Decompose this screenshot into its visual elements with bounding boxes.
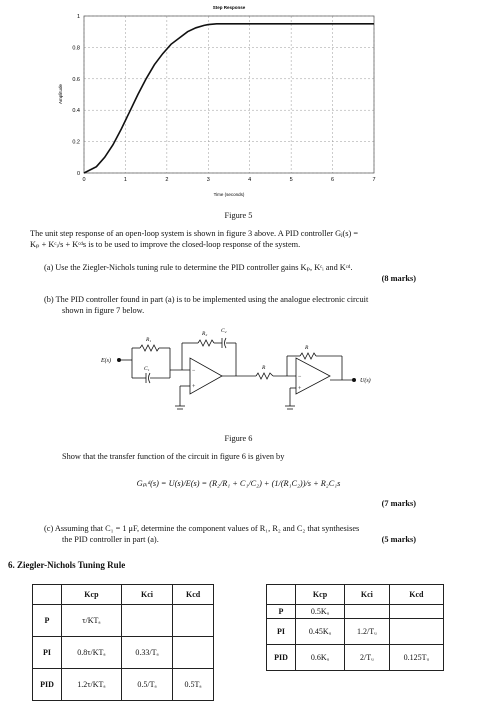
intro-line-1: The unit step response of an open-loop system is shown in figure 3 above. A PID controller Gⱼ(s) =	[30, 229, 359, 238]
t1-r0-c0: P	[33, 605, 62, 637]
x-tick-label: 1	[123, 177, 127, 183]
label-r1: R₁	[146, 337, 152, 343]
tuning-table-ultimate	[266, 584, 444, 671]
part-c-marks: (5 marks)	[381, 535, 416, 544]
t1-r1-c3	[173, 637, 214, 669]
part-c-line-1: (c) Assuming that C₁ = 1 μF, determine the component values of R₁, R₂ and C₂ that synthesises	[44, 524, 360, 533]
t2-r0-c2	[345, 605, 390, 619]
show-text: Show that the transfer function of the circuit in figure 6 is given by	[62, 452, 285, 461]
circuit-input-label: E(s)	[101, 358, 111, 364]
x-tick-label: 3	[206, 177, 210, 183]
part-a-marks: (8 marks)	[381, 274, 416, 283]
t1-h3: Kcd	[173, 585, 214, 605]
chart-title: Step Response	[212, 5, 246, 10]
part-b-marks: (7 marks)	[381, 499, 416, 508]
opamp-1-minus: −	[192, 368, 196, 374]
label-r2: R₂	[202, 331, 208, 337]
figure5-caption: Figure 5	[224, 211, 253, 220]
t1-r2-c1: 1.2τ/KTₐ	[62, 669, 122, 701]
x-tick-label: 4	[248, 177, 252, 183]
t1-r2-c2: 0.5/Tₐ	[121, 669, 172, 701]
part-b-line-1: (b) The PID controller found in part (a) is to be implemented using the analogue electronic circuit	[44, 295, 369, 304]
t1-h2: Kci	[121, 585, 172, 605]
t1-r0-c3	[173, 605, 214, 637]
t2-r1-c0: PI	[267, 619, 296, 645]
t2-r2-c2: 2/Tᵤ	[345, 645, 390, 671]
t1-h1: Kcp	[62, 585, 122, 605]
chart-xlabel: Time (seconds)	[213, 192, 245, 197]
step-response-chart	[0, 0, 477, 205]
t2-r2-c0: PID	[267, 645, 296, 671]
opamp-1-plus: +	[192, 384, 196, 390]
step-response-curve	[84, 24, 374, 173]
t1-h0	[33, 585, 62, 605]
t2-h2: Kci	[345, 585, 390, 605]
x-tick-label: 6	[331, 177, 335, 183]
opamp-2-plus: +	[298, 386, 302, 392]
y-tick-label: 0.6	[72, 76, 80, 83]
part-a-text: (a) Use the Ziegler-Nichols tuning rule to determine the PID controller gains Kₚ, Kᶜᵢ and Kᶜᵈ.	[44, 263, 353, 272]
x-tick-label: 5	[289, 177, 293, 183]
intro-line-2: Kₚ + Kᶜᵢ/s + Kᶜᵈs is to be used to improve the closed-loop response of the system.	[30, 240, 301, 249]
t2-h0	[267, 585, 296, 605]
t1-r1-c0: PI	[33, 637, 62, 669]
x-tick-label: 0	[82, 177, 86, 183]
circuit-diagram	[0, 318, 477, 418]
y-tick-label: 0.2	[72, 139, 80, 146]
opamp-2-minus: −	[298, 374, 302, 380]
t2-r0-c1: 0.5Kᵤ	[296, 605, 345, 619]
label-c1: C₁	[144, 366, 150, 372]
t2-r0-c3	[389, 605, 443, 619]
part-c-line-2: the PID controller in part (a).	[62, 535, 159, 544]
t2-r1-c1: 0.45Kᵤ	[296, 619, 345, 645]
x-tick-label: 2	[165, 177, 169, 183]
chart-frame	[84, 16, 374, 173]
t2-r1-c2: 1.2/Tᵤ	[345, 619, 390, 645]
section-title: 6. Ziegler-Nichols Tuning Rule	[8, 560, 126, 570]
resistor-r3	[256, 373, 273, 379]
t2-h1: Kcp	[296, 585, 345, 605]
y-tick-label: 0	[76, 171, 80, 177]
chart-ticks	[72, 14, 375, 183]
t2-r2-c3: 0.125Tᵤ	[389, 645, 443, 671]
t2-r2-c1: 0.6Kᵤ	[296, 645, 345, 671]
t1-r1-c1: 0.8τ/KTₐ	[62, 637, 122, 669]
circuit-output-label: U(s)	[360, 378, 371, 384]
resistor-r2	[198, 340, 214, 346]
chart-ylabel: Amplitude	[58, 83, 63, 105]
resistor-r1	[140, 345, 159, 351]
label-c2: C₂	[221, 328, 227, 334]
t1-r2-c0: PID	[33, 669, 62, 701]
chart-grid	[84, 16, 374, 173]
label-r3: R	[262, 365, 266, 371]
t1-r2-c3: 0.5Tₐ	[173, 669, 214, 701]
label-r4: R	[305, 345, 309, 351]
x-tick-label: 7	[372, 177, 376, 183]
t1-r0-c2	[121, 605, 172, 637]
y-tick-label: 0.4	[72, 108, 80, 115]
resistor-r4	[300, 353, 316, 359]
part-b-line-2: shown in figure 7 below.	[62, 306, 145, 315]
figure6-caption: Figure 6	[224, 434, 253, 443]
y-tick-label: 0.8	[72, 45, 80, 52]
t2-h3: Kcd	[389, 585, 443, 605]
t2-r1-c3	[389, 619, 443, 645]
tuning-table-step	[32, 584, 214, 701]
transfer-function-equation: Gₚᵢᵈ(s) = U(s)/E(s) = (R₂/R₁ + C₁/C₂) + (1/(R₁C₂))/s + R₂C₁s	[136, 479, 341, 488]
t1-r1-c2: 0.33/Tₐ	[121, 637, 172, 669]
t2-r0-c0: P	[267, 605, 296, 619]
y-tick-label: 1	[76, 14, 80, 20]
t1-r0-c1: τ/KTₐ	[62, 605, 122, 637]
